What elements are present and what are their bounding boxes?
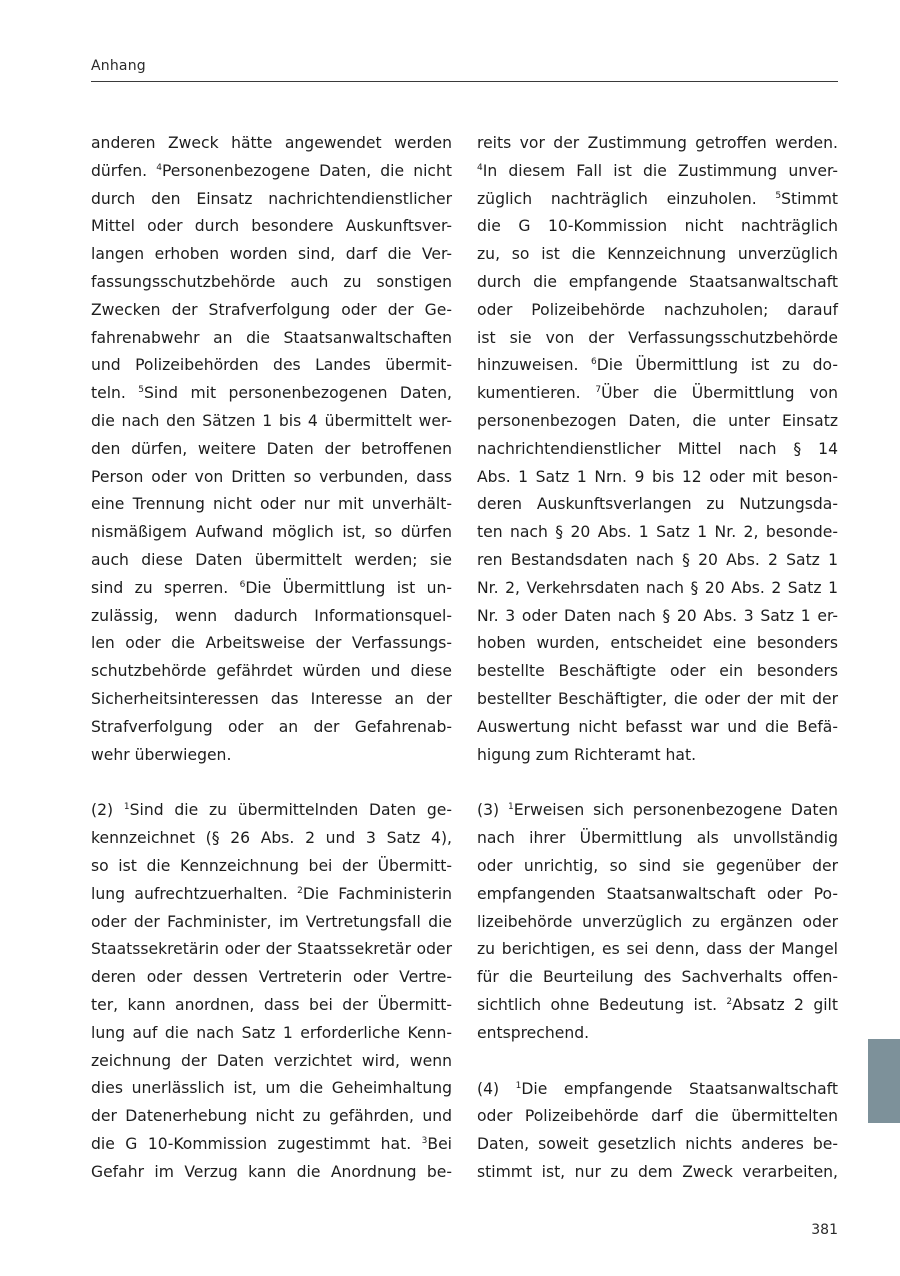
text-segment: hoben wurden, entscheidet eine besonders xyxy=(477,634,838,653)
text-segment: oder unrichtig, so sind sie gegenüber der xyxy=(477,856,838,875)
text-line xyxy=(477,1076,838,1104)
text-segment: Person oder von Dritten so verbunden, dass xyxy=(91,467,452,486)
text-line xyxy=(477,158,838,186)
text-segment: nach ihrer Übermittlung als unvollständig xyxy=(477,829,838,848)
text-segment: Sicherheitsinteressen das Interesse an der xyxy=(91,689,452,708)
text-segment: Personenbezogene Daten, die nicht xyxy=(161,161,452,180)
sentence-number: 4 xyxy=(156,162,162,173)
text-line xyxy=(477,575,838,603)
text-segment: oder Polizeibehörde darf die übermittelten xyxy=(477,1107,838,1126)
text-segment: higung zum Richteramt hat. xyxy=(477,745,697,764)
text-line xyxy=(477,297,838,325)
text-segment: (2) xyxy=(91,801,124,820)
text-line xyxy=(477,408,838,436)
text-segment: Abs. 1 Satz 1 Nrn. 9 bis 12 oder mit beson- xyxy=(477,467,838,486)
text-segment: ter, kann anordnen, dass bei der Übermitt- xyxy=(91,995,452,1014)
text-segment: empfangenden Staatsanwaltschaft oder Po- xyxy=(477,884,838,903)
text-line xyxy=(91,964,452,992)
text-segment: Nr. 3 oder Daten nach § 20 Abs. 3 Satz 1 er- xyxy=(477,606,838,625)
text-segment: die nach den Sätzen 1 bis 4 übermittelt wer- xyxy=(91,411,452,430)
text-segment: für die Beurteilung des Sachverhalts offen- xyxy=(477,968,838,987)
text-line xyxy=(477,547,838,575)
text-segment: Sind die zu übermittelnden Daten ge- xyxy=(129,801,453,820)
text-segment: sind zu sperren. xyxy=(91,578,240,597)
sentence-number: 1 xyxy=(123,802,130,813)
text-line xyxy=(91,491,452,519)
sentence-number: 7 xyxy=(595,385,602,396)
text-line xyxy=(477,742,838,770)
text-segment: reits vor der Zustimmung getroffen werden. xyxy=(477,134,838,152)
text-segment: kumentieren. xyxy=(477,384,596,403)
text-segment: den dürfen, weitere Daten der betroffenen xyxy=(91,439,452,458)
paragraph xyxy=(91,130,452,769)
text-line xyxy=(477,853,838,881)
text-segment: Die Übermittlung ist un- xyxy=(245,578,453,597)
text-line xyxy=(477,686,838,714)
sentence-number: 3 xyxy=(421,1135,428,1146)
text-segment: dürfen. xyxy=(91,161,157,180)
text-segment: die G 10-Kommission nicht nachträglich xyxy=(477,217,838,236)
text-line xyxy=(91,269,452,297)
sentence-number: 2 xyxy=(726,996,733,1007)
text-line xyxy=(91,909,452,937)
text-segment: entsprechend. xyxy=(477,1023,590,1042)
text-line xyxy=(477,909,838,937)
header-rule xyxy=(91,81,838,82)
text-segment: fahrenabwehr an die Staatsanwaltschaften xyxy=(91,328,452,347)
text-line xyxy=(477,1131,838,1159)
text-segment: Nr. 2, Verkehrsdaten nach § 20 Abs. 2 Satz 1 xyxy=(477,578,838,597)
paragraph xyxy=(477,130,838,769)
text-segment: oder der Fachminister, im Vertretungsfall die xyxy=(91,912,452,931)
text-segment: Die Übermittlung ist zu do- xyxy=(596,356,838,375)
text-segment: len oder die Arbeitsweise der Verfassungs- xyxy=(91,634,452,653)
text-segment: ren Bestandsdaten nach § 20 Abs. 2 Satz 1 xyxy=(477,550,838,569)
text-line xyxy=(477,1103,838,1131)
chapter-tab-marker xyxy=(868,1039,900,1123)
text-line xyxy=(477,213,838,241)
text-line xyxy=(91,1020,452,1048)
text-segment: die G 10-Kommission zugestimmt hat. xyxy=(91,1134,422,1153)
text-segment: oder Polizeibehörde nachzuholen; darauf xyxy=(477,300,838,319)
text-segment: Bei xyxy=(427,1134,452,1153)
text-line xyxy=(91,130,452,158)
text-line xyxy=(91,575,452,603)
text-segment: Die Fachministerin xyxy=(302,884,452,903)
text-segment: sichtlich ohne Bedeutung ist. xyxy=(477,995,727,1014)
text-line xyxy=(477,436,838,464)
text-segment: und Polizeibehörden des Landes übermit- xyxy=(91,356,452,375)
text-line xyxy=(91,881,452,909)
text-segment: Die empfangende Staatsanwaltschaft xyxy=(521,1079,838,1098)
paragraph xyxy=(91,797,452,1186)
text-segment: stimmt ist, nur zu dem Zweck verarbeiten, xyxy=(477,1162,838,1181)
text-segment: auch diese Daten übermittelt werden; sie xyxy=(91,550,452,569)
text-segment: zu berichtigen, es sei denn, dass der Mangel xyxy=(477,940,838,959)
text-segment: deren oder dessen Vertreterin oder Vertre- xyxy=(91,968,452,987)
text-segment: kennzeichnet (§ 26 Abs. 2 und 3 Satz 4), xyxy=(91,829,452,848)
sentence-number: 1 xyxy=(515,1080,522,1091)
text-line xyxy=(91,1075,452,1103)
text-line xyxy=(477,825,838,853)
text-line xyxy=(91,408,452,436)
text-segment: zeichnung der Daten verzichtet wird, wenn xyxy=(91,1051,452,1070)
text-line xyxy=(91,213,452,241)
text-line xyxy=(477,881,838,909)
text-segment: der Datenerhebung nicht zu gefährden, und xyxy=(91,1107,452,1126)
text-segment: nachrichtendienstlicher Mittel nach § 14 xyxy=(477,439,838,458)
text-segment: (4) xyxy=(477,1079,516,1098)
text-line xyxy=(477,1020,838,1048)
text-line xyxy=(91,186,452,214)
text-line xyxy=(477,325,838,353)
text-line xyxy=(91,797,452,825)
text-line xyxy=(477,797,838,825)
text-line xyxy=(477,352,838,380)
text-line xyxy=(91,714,452,742)
text-line xyxy=(91,464,452,492)
text-line xyxy=(91,742,452,770)
text-line xyxy=(477,519,838,547)
text-segment: durch die empfangende Staatsanwaltschaft xyxy=(477,272,838,291)
text-segment: Absatz 2 gilt xyxy=(732,995,838,1014)
text-line xyxy=(477,630,838,658)
text-line xyxy=(477,714,838,742)
text-segment: so ist die Kennzeichnung bei der Übermitt- xyxy=(91,856,452,875)
text-segment: nismäßigem Aufwand möglich ist, so dürfen xyxy=(91,523,452,542)
text-line xyxy=(477,241,838,269)
text-line xyxy=(91,241,452,269)
text-line xyxy=(91,603,452,631)
text-line xyxy=(477,936,838,964)
text-segment: Erweisen sich personenbezogene Daten xyxy=(513,801,838,820)
text-line xyxy=(91,658,452,686)
text-segment: In diesem Fall ist die Zustimmung unver- xyxy=(482,161,838,180)
text-segment: Daten, soweit gesetzlich nichts anderes be- xyxy=(477,1135,838,1154)
text-line xyxy=(91,992,452,1020)
text-line xyxy=(91,158,452,186)
running-header: Anhang xyxy=(91,58,146,74)
paragraph xyxy=(477,797,838,1047)
text-segment: deren Auskunftsverlangen zu Nutzungsda- xyxy=(477,495,838,514)
text-line xyxy=(477,464,838,492)
text-line xyxy=(477,658,838,686)
left-column xyxy=(91,130,452,1214)
text-segment: zulässig, wenn dadurch Informationsquel- xyxy=(91,606,452,625)
text-segment: schutzbehörde gefährdet würden und diese xyxy=(91,662,452,681)
sentence-number: 5 xyxy=(775,190,782,201)
text-line xyxy=(91,853,452,881)
text-line xyxy=(477,130,838,158)
text-segment: lung auf die nach Satz 1 erforderliche Kenn- xyxy=(91,1023,452,1042)
text-line xyxy=(91,297,452,325)
text-line xyxy=(91,1159,452,1187)
right-column xyxy=(477,130,838,1215)
page-number: 381 xyxy=(811,1222,838,1238)
text-segment: anderen Zweck hätte angewendet werden xyxy=(91,134,452,152)
text-segment: bestellter Beschäftigter, die oder der mit der xyxy=(477,689,838,708)
sentence-number: 4 xyxy=(477,162,483,173)
sentence-number: 6 xyxy=(239,579,246,590)
text-segment: langen erhoben worden sind, darf die Ver- xyxy=(91,245,452,264)
text-line xyxy=(477,964,838,992)
text-segment: Zwecken der Strafverfolgung oder der Ge- xyxy=(91,300,452,319)
text-segment: züglich nachträglich einzuholen. xyxy=(477,189,776,208)
text-line xyxy=(477,380,838,408)
text-segment: Strafverfolgung oder an der Gefahrenab- xyxy=(91,717,452,736)
text-segment: fassungsschutzbehörde auch zu sonstigen xyxy=(91,272,452,291)
text-line xyxy=(91,825,452,853)
text-line xyxy=(477,1159,838,1187)
text-segment: wehr überwiegen. xyxy=(91,745,232,764)
text-line xyxy=(91,686,452,714)
text-segment: dies unerlässlich ist, um die Geheimhaltung xyxy=(91,1079,452,1098)
text-line xyxy=(91,436,452,464)
text-segment: Auswertung nicht befasst war und die Befä- xyxy=(477,717,838,736)
text-segment: lizeibehörde unverzüglich zu ergänzen oder xyxy=(477,912,838,931)
text-segment: Staatssekretärin oder der Staatssekretär oder xyxy=(91,940,452,959)
text-line xyxy=(91,936,452,964)
text-segment: eine Trennung nicht oder nur mit unverhält- xyxy=(91,495,452,514)
paragraph xyxy=(477,1076,838,1187)
text-segment: lung aufrechtzuerhalten. xyxy=(91,884,298,903)
text-line xyxy=(91,1131,452,1159)
sentence-number: 6 xyxy=(591,357,597,368)
text-line xyxy=(477,992,838,1020)
text-line xyxy=(477,603,838,631)
sentence-number: 1 xyxy=(507,802,514,813)
text-line xyxy=(477,186,838,214)
text-segment: Mittel oder durch besondere Auskunftsver- xyxy=(91,217,452,236)
text-segment: Stimmt xyxy=(781,189,838,208)
text-line xyxy=(91,352,452,380)
text-line xyxy=(477,269,838,297)
text-segment: (3) xyxy=(477,801,508,820)
text-segment: hinzuweisen. xyxy=(477,356,592,375)
text-line xyxy=(91,519,452,547)
text-segment: Über die Übermittlung von xyxy=(601,384,838,403)
text-segment: durch den Einsatz nachrichtendienstlicher xyxy=(91,189,452,208)
text-line xyxy=(477,491,838,519)
text-segment: ten nach § 20 Abs. 1 Satz 1 Nr. 2, besonde- xyxy=(477,523,838,542)
sentence-number: 5 xyxy=(138,385,145,396)
text-line xyxy=(91,1103,452,1131)
text-line xyxy=(91,380,452,408)
text-segment: teln. xyxy=(91,384,139,403)
text-segment: Sind mit personenbezogenen Daten, xyxy=(144,384,452,403)
text-segment: zu, so ist die Kennzeichnung unverzüglich xyxy=(477,245,838,264)
text-segment: Gefahr im Verzug kann die Anordnung be- xyxy=(91,1162,452,1181)
text-segment: ist sie von der Verfassungsschutzbehörde xyxy=(477,328,838,347)
text-line xyxy=(91,630,452,658)
text-segment: bestellte Beschäftigte oder ein besonders xyxy=(477,662,838,681)
text-line xyxy=(91,547,452,575)
text-line xyxy=(91,325,452,353)
sentence-number: 2 xyxy=(297,885,303,896)
text-line xyxy=(91,1048,452,1076)
text-segment: personenbezogen Daten, die unter Einsatz xyxy=(477,411,838,430)
